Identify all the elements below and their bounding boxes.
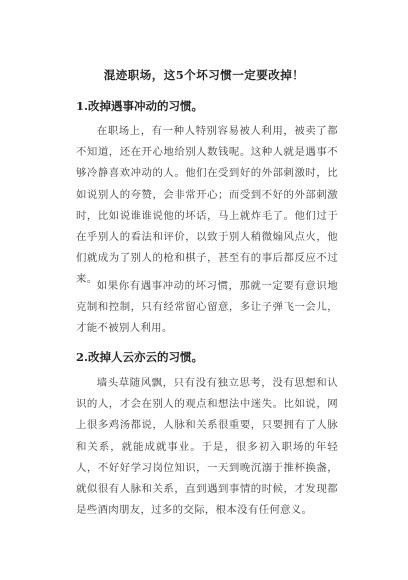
section-heading-1: 1.改掉遇事冲动的习惯。 [76,99,204,113]
section-2-paragraph-1: 墙头草随风飘，只有没有独立思考，没有思想和认识的人，才会在别人的观点和想法中迷失。比如说，网上很多鸡汤都说，人脉和关系很重要，只要拥有了人脉和关系，就能成就事业。于是，很多初入职场的年轻人，不好好学习岗位知识，一天到晚沉溺于推杯换盏，就似很有人脉和关系，直到遇到事情的时候，才发现都是些酒肉朋友，过多的交际，根本没有任何意义。 [76,377,338,517]
section-heading-2: 2.改掉人云亦云的习惯。 [76,350,204,364]
section-1-paragraph-1: 在职场上，有一种人特别容易被人利用，被卖了都不知道，还在开心地给别人数钱呢。这种人就是遇事不够冷静喜欢冲动的人。他们在受到好的外部刺激时，比如说别人的夸赞，会非常开心；而受到不好的外部刺激时，比如说谁谁说他的坏话，马上就炸毛了。他们过于在乎别人的看法和评价，以致于别人稍微煽风点火，他们就成为了别人的枪和棋子，甚至有的事后都反应不过来。 [76,125,338,286]
section-1-paragraph-2: 如果你有遇事冲动的坏习惯，那就一定要有意识地克制和控制，只有经常留心留意，多让子弹飞一会儿，才能不被别人利用。 [76,280,338,335]
document-title: 混迹职场，这5个坏习惯一定要改掉！ [103,68,305,82]
